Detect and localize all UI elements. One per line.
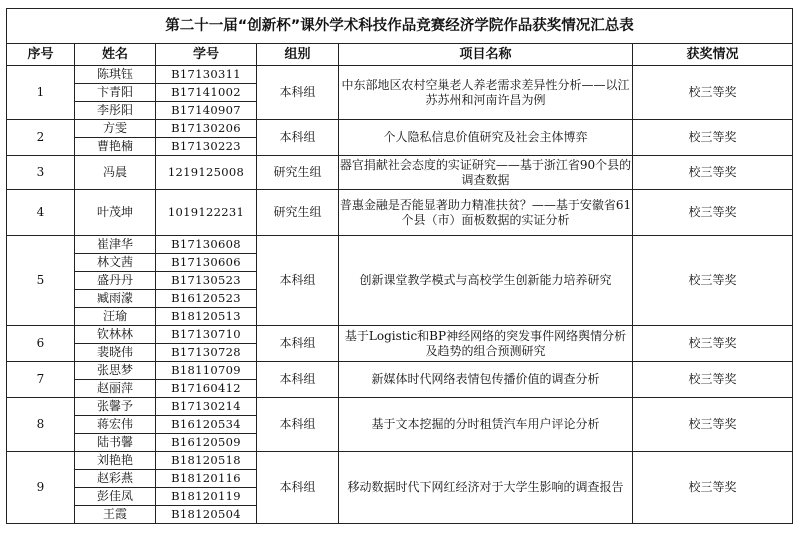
header-row (7, 44, 793, 66)
member-name-cell: 张馨予 (75, 398, 156, 416)
category-cell: 本科组 (257, 326, 339, 362)
member-name-cell: 臧雨濛 (75, 290, 156, 308)
seq-cell: 2 (7, 120, 75, 156)
table-row (7, 236, 793, 254)
category-cell: 本科组 (257, 452, 339, 524)
student-id-cell: B18120513 (156, 308, 257, 326)
member-name-cell: 李彤阳 (75, 102, 156, 120)
member-name-cell: 陈琪钰 (75, 66, 156, 84)
award-cell: 校三等奖 (633, 120, 793, 156)
student-id-cell: B17130206 (156, 120, 257, 138)
award-cell: 校三等奖 (633, 362, 793, 398)
category-cell: 本科组 (257, 66, 339, 120)
student-id-cell: B18120119 (156, 488, 257, 506)
member-name-cell: 曹艳楠 (75, 138, 156, 156)
table-row (7, 190, 793, 236)
seq-cell: 1 (7, 66, 75, 120)
project-name-cell: 普惠金融是否能显著助力精准扶贫？——基于安徽省61个县（市）面板数据的实证分析 (339, 190, 633, 236)
member-name-cell: 陆书馨 (75, 434, 156, 452)
student-id-cell: B17130728 (156, 344, 257, 362)
student-id-cell: B17160412 (156, 380, 257, 398)
student-id-cell: B16120523 (156, 290, 257, 308)
member-name-cell: 叶茂坤 (75, 190, 156, 236)
student-id-cell: B16120509 (156, 434, 257, 452)
student-id-cell: B17130710 (156, 326, 257, 344)
table-row (7, 452, 793, 470)
awards-summary-table (6, 8, 793, 524)
project-name-cell: 新媒体时代网络表情包传播价值的调查分析 (339, 362, 633, 398)
student-id-cell: B17130214 (156, 398, 257, 416)
table-row (7, 156, 793, 190)
header-seq: 序号 (7, 44, 75, 66)
member-name-cell: 赵彩燕 (75, 470, 156, 488)
category-cell: 研究生组 (257, 156, 339, 190)
category-cell: 研究生组 (257, 190, 339, 236)
member-name-cell: 裴晓伟 (75, 344, 156, 362)
seq-cell: 8 (7, 398, 75, 452)
header-award: 获奖情况 (633, 44, 793, 66)
project-name-cell: 基于文本挖掘的分时租赁汽车用户评论分析 (339, 398, 633, 452)
project-name-cell: 基于Logistic和BP神经网络的突发事件网络舆情分析及趋势的组合预测研究 (339, 326, 633, 362)
seq-cell: 7 (7, 362, 75, 398)
award-cell: 校三等奖 (633, 66, 793, 120)
seq-cell: 9 (7, 452, 75, 524)
category-cell: 本科组 (257, 362, 339, 398)
student-id-cell: B18120518 (156, 452, 257, 470)
member-name-cell: 刘艳艳 (75, 452, 156, 470)
member-name-cell: 王霞 (75, 506, 156, 524)
student-id-cell: B17140907 (156, 102, 257, 120)
student-id-cell: B17130608 (156, 236, 257, 254)
member-name-cell: 彭佳凤 (75, 488, 156, 506)
member-name-cell: 林文茜 (75, 254, 156, 272)
student-id-cell: B18120116 (156, 470, 257, 488)
seq-cell: 3 (7, 156, 75, 190)
table-row (7, 120, 793, 138)
member-name-cell: 卞青阳 (75, 84, 156, 102)
header-student-id: 学号 (156, 44, 257, 66)
table-row (7, 398, 793, 416)
project-name-cell: 器官捐献社会态度的实证研究——基于浙江省90个县的调查数据 (339, 156, 633, 190)
award-cell: 校三等奖 (633, 236, 793, 326)
student-id-cell: B18110709 (156, 362, 257, 380)
member-name-cell: 崔津华 (75, 236, 156, 254)
table-title: 第二十一届“创新杯”课外学术科技作品竞赛经济学院作品获奖情况汇总表 (7, 9, 793, 44)
student-id-cell: B18120504 (156, 506, 257, 524)
project-name-cell: 移动数据时代下网红经济对于大学生影响的调查报告 (339, 452, 633, 524)
project-name-cell: 创新课堂教学模式与高校学生创新能力培养研究 (339, 236, 633, 326)
student-id-cell: B17130523 (156, 272, 257, 290)
seq-cell: 6 (7, 326, 75, 362)
award-cell: 校三等奖 (633, 398, 793, 452)
project-name-cell: 个人隐私信息价值研究及社会主体博弈 (339, 120, 633, 156)
member-name-cell: 蒋宏伟 (75, 416, 156, 434)
member-name-cell: 张思梦 (75, 362, 156, 380)
header-name: 姓名 (75, 44, 156, 66)
member-name-cell: 汪瑜 (75, 308, 156, 326)
award-cell: 校三等奖 (633, 326, 793, 362)
seq-cell: 4 (7, 190, 75, 236)
header-category: 组别 (257, 44, 339, 66)
table-body (7, 66, 793, 524)
student-id-cell: 1019122231 (156, 190, 257, 236)
student-id-cell: 1219125008 (156, 156, 257, 190)
student-id-cell: B16120534 (156, 416, 257, 434)
member-name-cell: 冯晨 (75, 156, 156, 190)
student-id-cell: B17130223 (156, 138, 257, 156)
student-id-cell: B17130311 (156, 66, 257, 84)
category-cell: 本科组 (257, 120, 339, 156)
award-cell: 校三等奖 (633, 190, 793, 236)
student-id-cell: B17130606 (156, 254, 257, 272)
category-cell: 本科组 (257, 236, 339, 326)
seq-cell: 5 (7, 236, 75, 326)
member-name-cell: 钦林林 (75, 326, 156, 344)
category-cell: 本科组 (257, 398, 339, 452)
project-name-cell: 中东部地区农村空巢老人养老需求差异性分析——以江苏苏州和河南许昌为例 (339, 66, 633, 120)
award-cell: 校三等奖 (633, 156, 793, 190)
table-row (7, 66, 793, 84)
member-name-cell: 赵丽萍 (75, 380, 156, 398)
award-cell: 校三等奖 (633, 452, 793, 524)
table-row (7, 326, 793, 344)
table-row (7, 362, 793, 380)
member-name-cell: 盛丹丹 (75, 272, 156, 290)
header-project: 项目名称 (339, 44, 633, 66)
student-id-cell: B17141002 (156, 84, 257, 102)
member-name-cell: 方雯 (75, 120, 156, 138)
